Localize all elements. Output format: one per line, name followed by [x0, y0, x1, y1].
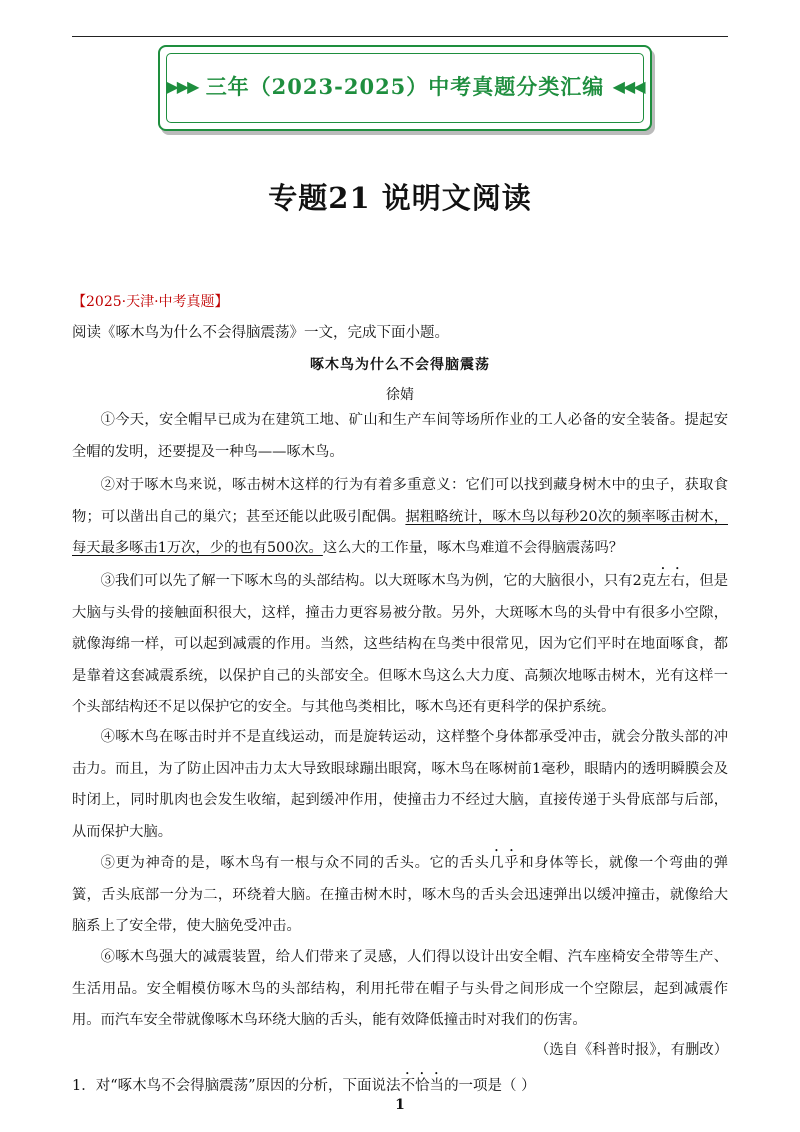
header-rule	[72, 36, 728, 37]
article-title: 啄木鸟为什么不会得脑震荡	[310, 357, 490, 373]
article-source: （选自《科普时报》，有删改）	[534, 1042, 728, 1058]
paragraph-3	[72, 565, 728, 724]
dotted-word-jihu: 几乎	[489, 855, 520, 871]
paragraph-2-tail: 这么大的工作量，啄木鸟难道不会得脑震荡吗？	[322, 540, 624, 556]
question-1-text: 1．对“啄木鸟不会得脑震荡”原因的分析，下面说法	[72, 1078, 401, 1094]
paragraph-3-text: ③我们可以先了解一下啄木鸟的头部结构。以大斑啄木鸟为例，它的大脑很小，只有2克	[100, 573, 657, 589]
intro-text: 阅读《啄木鸟为什么不会得脑震荡》一文，完成下面小题。	[72, 325, 449, 341]
arrows-left-icon: ◀◀◀	[612, 77, 644, 96]
paragraph-6: ⑥啄木鸟强大的减震装置，给人们带来了灵感，人们得以设计出安全帽、汽车座椅安全带等生产、生活用品。安全帽模仿啄木鸟的头部结构，利用托带在帽子与头骨之间形成一个空隙层，起到减震作用。而汽车安全带就像啄木鸟环绕大脑的舌头，能有效降低撞击时对我们的伤害。	[72, 949, 728, 1028]
paragraph-5-text: ⑤更为神奇的是，啄木鸟有一根与众不同的舌头。它的舌头	[100, 855, 490, 871]
paragraph-4: ④啄木鸟在啄击时并不是直线运动，而是旋转运动，这样整个身体都承受冲击，就会分散头部的冲击力。而且，为了防止因冲击力太大导致眼球蹦出眼窝，啄木鸟在啄树前1毫秒，眼睛内的透明瞬膜会及时闭上，同时肌肉也会发生收缩，起到缓冲作用，使撞击力不经过大脑，直接传递于头骨底部与后部，从而保护大脑。	[72, 729, 728, 840]
banner-title: 三年（2023-2025）中考真题分类汇编	[205, 74, 605, 99]
question-1	[72, 1070, 536, 1095]
page-number: 1	[395, 1097, 405, 1113]
paragraph-2	[72, 470, 728, 565]
paragraph-1: ①今天，安全帽早已成为在建筑工地、矿山和生产车间等场所作业的工人必备的安全装备。提起安全帽的发明，还要提及一种鸟——啄木鸟。	[72, 412, 728, 460]
dotted-word-buqiadang: 不恰当	[400, 1078, 445, 1094]
question-1-tail: 的一项是（ ）	[444, 1078, 536, 1094]
arrows-right-icon: ▶▶▶	[166, 77, 198, 96]
paragraph-5-tail: 和身体等长，就像一个弯曲的弹簧，舌头底部一分为二，环绕着大脑。在撞击树木时，啄木鸟的舌头会迅速弹出以缓冲撞击，就像给大脑系上了安全带，使大脑免受冲击。	[72, 855, 729, 934]
underlined-sentence: 据粗略统计，啄木鸟以每秒20次的频率啄击树木，每天最多啄击1万次，少的也有500次。	[72, 508, 728, 556]
page-title: 专题21 说明文阅读	[268, 181, 532, 215]
source-tag: 【2025·天津·中考真题】	[72, 294, 229, 310]
paragraph-5	[72, 847, 728, 943]
series-banner	[158, 45, 652, 131]
article-author: 徐婧	[386, 387, 414, 403]
banner-text	[160, 71, 650, 101]
dotted-word-zuoyou: 左右	[656, 573, 685, 589]
paragraph-3-tail: ，但是大脑与头骨的接触面积很大，这样，撞击力更容易被分散。另外，大斑啄木鸟的头骨中有很多小空隙，就像海绵一样，可以起到减震的作用。当然，这些结构在鸟类中很常见，因为它们平时在地面啄食，都是靠着这套减震系统，以保护自己的头部安全。但啄木鸟这么大力度、高频次地啄击树木，光有这样一个头部结构还不足以保护它的安全。与其他鸟类相比，啄木鸟还有更科学的保护系统。	[72, 573, 729, 715]
paragraph-2-text: ②对于啄木鸟来说，啄击树木这样的行为有着多重意义：它们可以找到藏身树木中的虫子，获取食物；可以凿出自己的巢穴；甚至还能以此吸引配偶。	[72, 477, 728, 525]
